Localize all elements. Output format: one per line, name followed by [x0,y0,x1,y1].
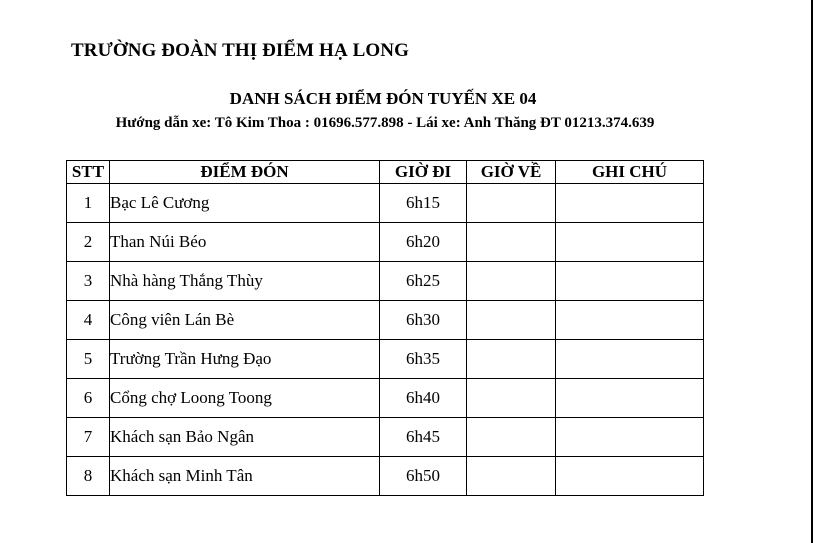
row-return-time [467,340,556,379]
row-note [556,223,704,262]
table-row [67,457,704,496]
driver-info: Hướng dẫn xe: Tô Kim Thoa : 01696.577.898 - Lái xe: Anh Thăng ĐT 01213.374.639 [115,115,655,131]
row-note [556,262,704,301]
row-depart-time: 6h40 [380,379,467,418]
table-row [67,184,704,223]
row-depart-time: 6h30 [380,301,467,340]
document-title: DANH SÁCH ĐIỂM ĐÓN TUYẾN XE 04 [229,89,537,108]
row-stt: 7 [67,418,110,457]
row-depart-time: 6h15 [380,184,467,223]
row-note [556,301,704,340]
row-return-time [467,184,556,223]
row-stt: 1 [67,184,110,223]
row-return-time [467,418,556,457]
row-depart-time: 6h25 [380,262,467,301]
row-note [556,379,704,418]
page-edge-line [811,0,813,543]
row-stt: 5 [67,340,110,379]
header-pickup-point: ĐIỂM ĐÓN [110,161,380,184]
row-stt: 6 [67,379,110,418]
row-depart-time: 6h45 [380,418,467,457]
row-pickup-point: Nhà hàng Thắng Thùy [110,262,380,301]
table-row [67,262,704,301]
row-stt: 4 [67,301,110,340]
table-row [67,418,704,457]
row-return-time [467,457,556,496]
row-return-time [467,223,556,262]
row-stt: 8 [67,457,110,496]
row-stt: 2 [67,223,110,262]
row-note [556,184,704,223]
school-name: TRƯỜNG ĐOÀN THỊ ĐIỂM HẠ LONG [71,40,409,61]
row-note [556,340,704,379]
row-return-time [467,262,556,301]
header-note: GHI CHÚ [556,161,704,184]
row-depart-time: 6h20 [380,223,467,262]
row-pickup-point: Trường Trần Hưng Đạo [110,340,380,379]
table-row [67,340,704,379]
row-pickup-point: Khách sạn Minh Tân [110,457,380,496]
row-pickup-point: Khách sạn Bảo Ngân [110,418,380,457]
row-return-time [467,301,556,340]
table-row [67,379,704,418]
table-row [67,223,704,262]
table-header-row [67,161,704,184]
row-pickup-point: Công viên Lán Bè [110,301,380,340]
row-note [556,418,704,457]
header-stt: STT [67,161,110,184]
header-return-time: GIỜ VỀ [467,161,556,184]
table-row [67,301,704,340]
row-depart-time: 6h50 [380,457,467,496]
row-pickup-point: Cổng chợ Loong Toong [110,379,380,418]
row-pickup-point: Bạc Lê Cương [110,184,380,223]
row-return-time [467,379,556,418]
row-note [556,457,704,496]
pickup-table [66,160,704,496]
row-stt: 3 [67,262,110,301]
header-depart-time: GIỜ ĐI [380,161,467,184]
row-pickup-point: Than Núi Béo [110,223,380,262]
row-depart-time: 6h35 [380,340,467,379]
